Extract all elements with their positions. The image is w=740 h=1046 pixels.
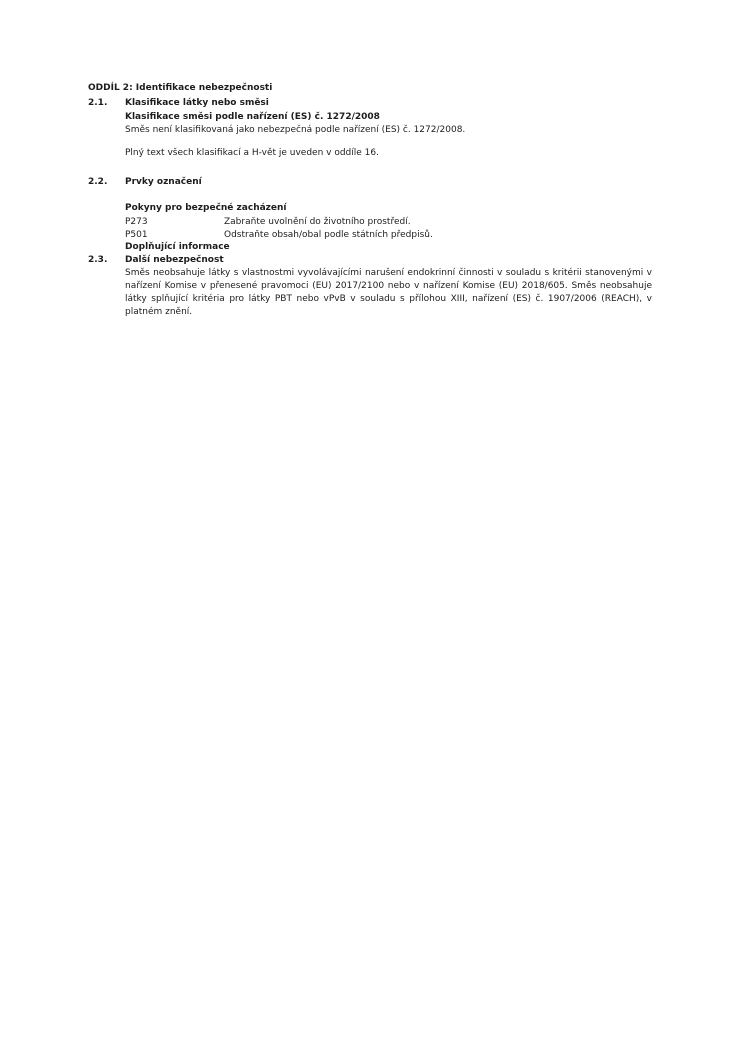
subsection-2-3-title: Další nebezpečnost [125,255,224,265]
subsection-2-1-number: 2.1. [88,98,108,108]
subsection-2-1-title: Klasifikace látky nebo směsi [125,98,269,108]
section-2-heading: ODDÍL 2: Identifikace nebezpečnosti [88,83,273,93]
subsection-2-1-row [88,97,269,110]
p-statement-row [125,216,411,229]
subsection-2-2-number: 2.2. [88,177,108,187]
precautionary-statements-heading: Pokyny pro bezpečné zacházení [125,203,287,213]
p-statement-text: Odstraňte obsah/obal podle státních předpisů. [224,230,433,240]
p-statement-code: P273 [125,217,148,227]
full-text-note: Plný text všech klasifikací a H-vět je uveden v oddíle 16. [125,148,379,158]
subsection-2-3-row [88,254,224,267]
p-statement-code: P501 [125,230,148,240]
classification-statement: Směs není klasifikovaná jako nebezpečná podle nařízení (ES) č. 1272/2008. [125,125,466,135]
subsection-2-3-number: 2.3. [88,255,108,265]
supplementary-information-heading: Doplňující informace [125,242,230,252]
subsection-2-2-row [88,176,202,189]
other-hazards-paragraph: Směs neobsahuje látky s vlastnostmi vyvolávajícími narušení endokrinní činnosti v souladu s kritérii stanovenými v nařízení Komise v přenesené pravomoci (EU) 2017/2100 nebo v nařízení Komise (EU) 2018/605. Směs neobsahuje látky splňující kritéria pro látky PBT nebo vPvB v souladu s přílohou XIII, nařízení (ES) č. 1907/2006 (REACH), v platném znění. [125,268,652,317]
classification-subheading: Klasifikace směsi podle nařízení (ES) č. 1272/2008 [125,112,380,122]
subsection-2-2-title: Prvky označení [125,177,202,187]
p-statement-text: Zabraňte uvolnění do životního prostředí. [224,217,411,227]
